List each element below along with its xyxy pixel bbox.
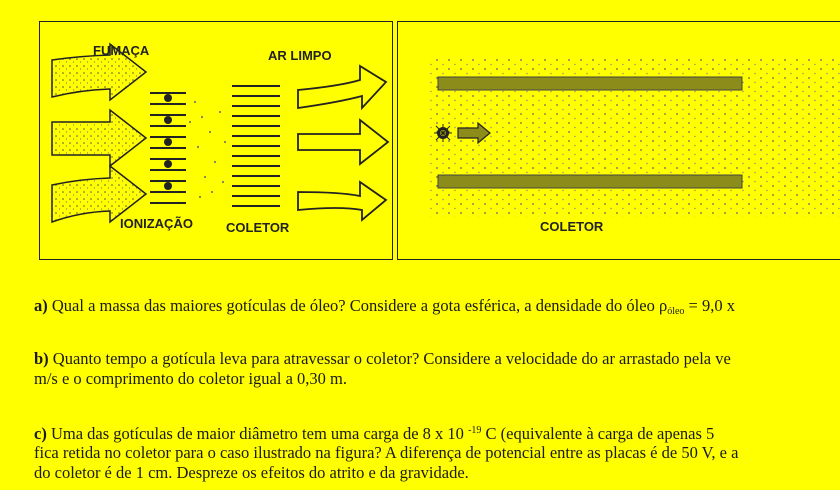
question-b [34,349,731,369]
density-subscript: óleo [667,306,685,317]
label-smoke: FUMAÇA [93,43,150,58]
collector-plates [232,86,280,206]
question-c-line3: do coletor é de 1 cm. Despreze os efeitos do atrito e da gravidade. [34,463,469,482]
question-c-line2: fica retida no coletor para o caso ilustrado na figura? A diferença de potencial entre as placas é de 50 V, e a [34,443,739,462]
question-c-letter: c) [34,424,47,443]
question-b-letter: b) [34,349,49,368]
clean-air-arrows [298,66,388,220]
charged-droplet-icon [434,124,452,142]
label-collector-detail: COLETOR [540,219,604,234]
question-b-line2: m/s e o comprimento do coletor igual a 0,30 m. [34,369,347,388]
question-a [34,296,735,322]
label-ionization: IONIZAÇÃO [120,216,193,231]
precipitator-diagram [40,22,394,261]
collector-detail-diagram [398,22,840,261]
particle-cloud [189,101,226,198]
question-a-text: Qual a massa das maiores gotículas de óleo? Considere a gota esférica, a densidade do óleo ρ [47,296,668,315]
question-c [34,421,714,444]
collector-plate-bottom [438,175,742,188]
smoke-arrows [52,44,146,222]
collector-plate-top [438,77,742,90]
question-c-line1b: C (equivalente à carga de apenas 5 [481,424,715,443]
question-c-line1a: Uma das gotículas de maior diâmetro tem uma carga de 8 x 10 [46,424,469,443]
label-clean-air: AR LIMPO [268,48,332,63]
question-a-tail: = 9,0 x [684,296,735,315]
collector-detail-panel [397,21,840,260]
question-a-letter: a) [34,296,48,315]
charge-exponent: -19 [468,425,482,436]
charged-particle-icons [164,94,172,190]
label-collector: COLETOR [226,220,290,235]
precipitator-diagram-panel [39,21,393,260]
question-b-line1: Quanto tempo a gotícula leva para atravessar o coletor? Considere a velocidade do ar arrastado pela ve [48,349,731,368]
